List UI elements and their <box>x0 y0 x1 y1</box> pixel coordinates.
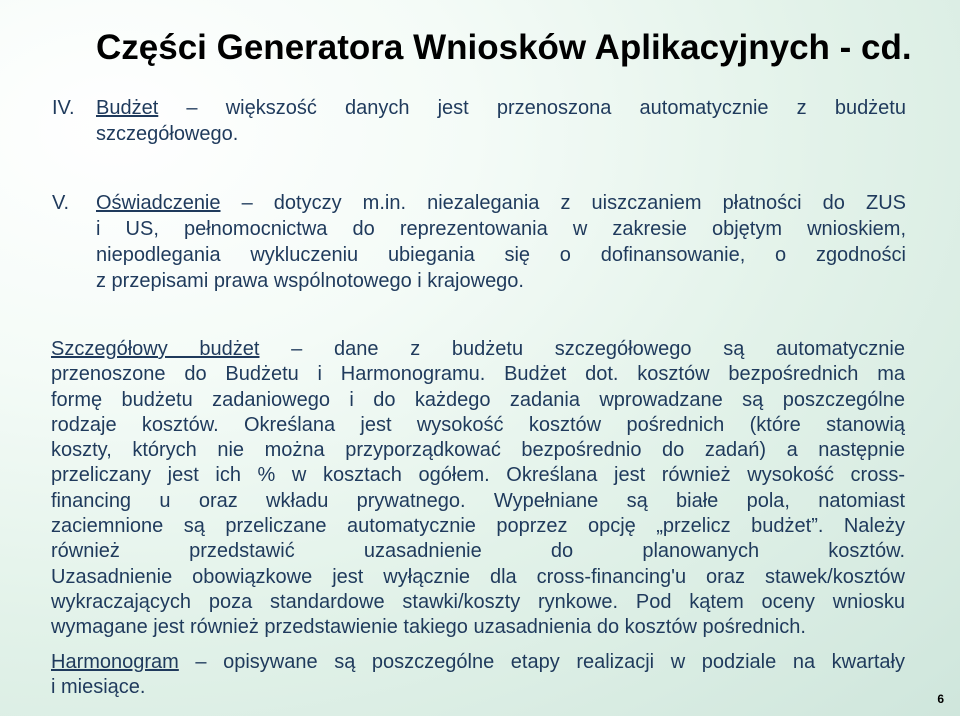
section-iv-text <box>96 95 906 147</box>
detailed-budget-line-9: Uzasadnienie obowiązkowe jest wyłącznie dla cross-financing'u oraz stawek/kosztów <box>51 565 905 588</box>
section-v-line2: i US, pełnomocnictwa do reprezentowania w zakresie objętym wnioskiem, <box>96 218 906 240</box>
detailed-budget-line-1: przenoszone do Budżetu i Harmonogramu. Budżet dot. kosztów bezpośrednich ma <box>51 363 905 386</box>
section-v-number: V. <box>52 192 70 214</box>
harmonogram-line2: i miesiące. <box>51 676 146 699</box>
section-iv-number: IV. <box>52 97 75 119</box>
detailed-budget-line-4: koszty, których nie można przyporządkować bezpośrednio do zadań) a następnie <box>51 439 905 462</box>
harmonogram-line1: – opisywane są poszczególne etapy realizacji w podziale na kwartały <box>178 651 905 673</box>
section-iv-line1: – większość danych jest przenoszona automatycznie z budżetu <box>158 97 906 119</box>
detailed-budget-line-6: financing u oraz wkładu prywatnego. Wypełniane są białe pola, natomiast <box>51 489 905 512</box>
section-v-term: Oświadczenie <box>96 192 221 214</box>
slide-title: Części Generatora Wniosków Aplikacyjnych - cd. <box>96 28 912 67</box>
detailed-budget-line-3: rodzaje kosztów. Określana jest wysokość kosztów pośrednich (które stanowią <box>51 413 905 436</box>
section-v-line4: z przepisami prawa wspólnotowego i krajowego. <box>96 270 524 292</box>
harmonogram-paragraph <box>51 650 905 701</box>
section-v-text <box>96 190 906 294</box>
detailed-budget-paragraph <box>51 337 905 641</box>
harmonogram-term: Harmonogram <box>51 651 179 673</box>
page-number: 6 <box>937 692 944 706</box>
detailed-budget-line-8: również przedstawić uzasadnienie do planowanych kosztów. <box>51 540 905 563</box>
detailed-budget-line-11: wymagane jest również przedstawienie takiego uzasadnienia do kosztów pośrednich. <box>51 616 806 639</box>
detailed-budget-term: Szczegółowy budżet <box>51 338 260 360</box>
section-v-line1: – dotyczy m.in. niezalegania z uiszczaniem płatności do ZUS <box>220 192 906 214</box>
detailed-budget-line-0: – dane z budżetu szczegółowego są automatycznie <box>259 338 905 360</box>
detailed-budget-line-10: wykraczających poza standardowe stawki/koszty rynkowe. Pod kątem oceny wniosku <box>51 590 905 613</box>
detailed-budget-line-2: formę budżetu zadaniowego i do każdego zadania wprowadzane są poszczególne <box>51 388 905 411</box>
section-v-line3: niepodlegania wykluczeniu ubiegania się o dofinansowanie, o zgodności <box>96 244 906 266</box>
section-iv-term: Budżet <box>96 97 159 119</box>
section-iv-line2: szczegółowego. <box>96 123 239 145</box>
detailed-budget-line-5: przeliczany jest ich % w kosztach ogółem. Określana jest również wysokość cross- <box>51 464 905 487</box>
detailed-budget-line-7: zaciemnione są przeliczane automatycznie poprzez opcję „przelicz budżet”. Należy <box>51 515 905 538</box>
